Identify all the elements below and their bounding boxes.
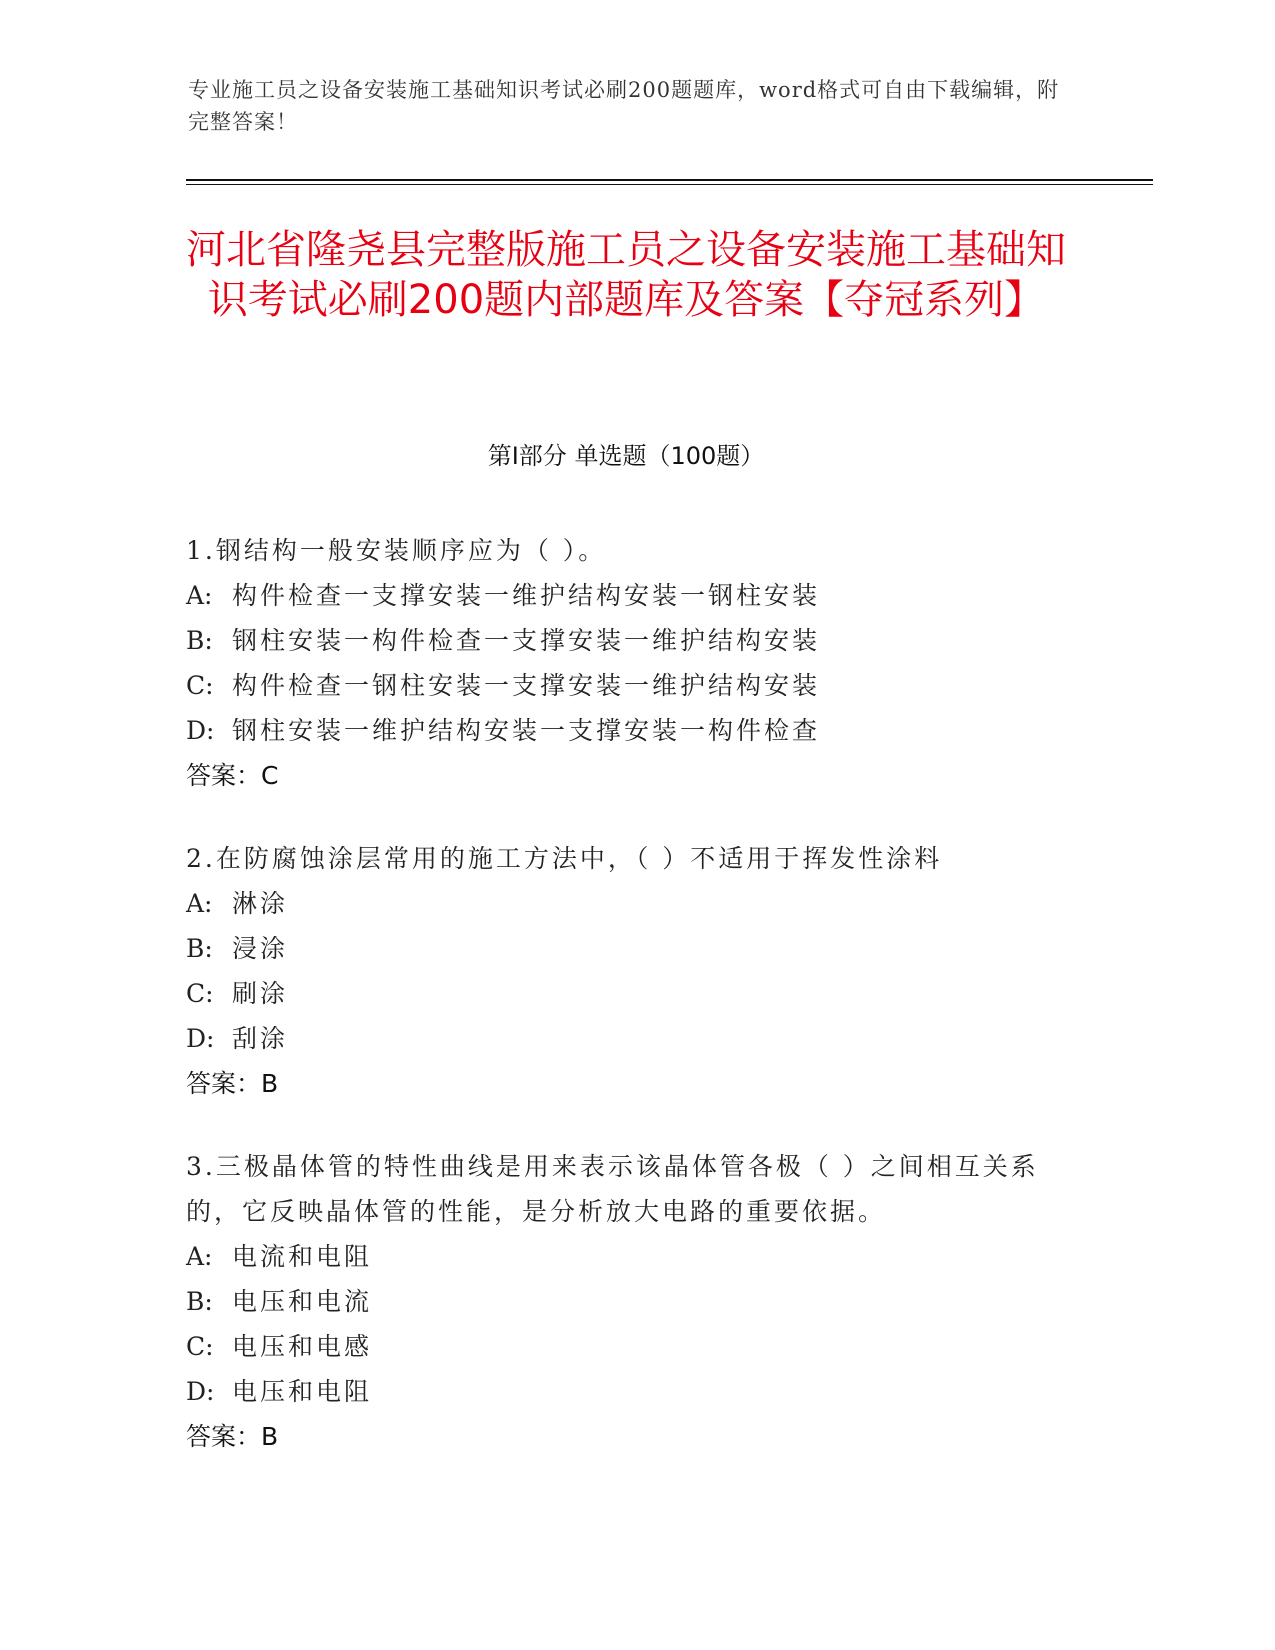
option-text: 电压和电阻 [232, 1377, 373, 1406]
question-1 [186, 528, 1086, 798]
header-note: 专业施工员之设备安装施工基础知识考试必刷200题题库，word格式可自由下载编辑，附完整答案！ [188, 78, 1060, 134]
option-text: 电压和电流 [232, 1287, 373, 1316]
option-letter: C: [186, 1332, 214, 1361]
option-text: 钢柱安装一构件检查一支撑安装一维护结构安装 [232, 626, 821, 655]
option-text: 钢柱安装一维护结构安装一支撑安装一构件检查 [232, 716, 821, 745]
option-b [186, 1279, 1086, 1324]
option-text: 浸涂 [232, 934, 289, 963]
option-a [186, 1234, 1086, 1279]
question-stem: 3.三极晶体管的特性曲线是用来表示该晶体管各极（ ）之间相互关系的，它反映晶体管的性能，是分析放大电路的重要依据。 [186, 1152, 1039, 1226]
option-d [186, 1016, 1086, 1061]
option-a [186, 573, 1086, 618]
section-title: 第Ⅰ部分 单选题（100题） [487, 442, 765, 470]
option-text: 构件检查一钢柱安装一支撑安装一维护结构安装 [232, 671, 821, 700]
option-letter: A: [186, 1242, 213, 1271]
option-c [186, 663, 1086, 708]
question-stem: 1.钢结构一般安装顺序应为（ ）。 [186, 536, 607, 565]
option-d [186, 1369, 1086, 1414]
option-letter: D: [186, 1024, 215, 1053]
answer: 答案：C [186, 761, 279, 790]
option-text: 刷涂 [232, 979, 289, 1008]
question-list [186, 528, 1086, 1497]
option-text: 淋涂 [232, 889, 289, 918]
answer: 答案：B [186, 1069, 279, 1098]
option-letter: A: [186, 889, 213, 918]
option-letter: A: [186, 581, 213, 610]
document-title: 河北省隆尧县完整版施工员之设备安装施工基础知识考试必刷200题内部题库及答案【夺冠系列】 [186, 227, 1066, 323]
header-divider-thin [186, 184, 1153, 185]
option-text: 构件检查一支撑安装一维护结构安装一钢柱安装 [232, 581, 821, 610]
option-text: 电压和电感 [232, 1332, 373, 1361]
option-c [186, 1324, 1086, 1369]
option-letter: D: [186, 1377, 215, 1406]
question-stem: 2.在防腐蚀涂层常用的施工方法中，（ ）不适用于挥发性涂料 [186, 844, 943, 873]
question-3 [186, 1144, 1086, 1459]
option-text: 刮涂 [232, 1024, 289, 1053]
question-2 [186, 836, 1086, 1106]
option-letter: B: [186, 1287, 213, 1316]
option-b [186, 926, 1086, 971]
option-c [186, 971, 1086, 1016]
option-letter: D: [186, 716, 215, 745]
option-a [186, 881, 1086, 926]
option-b [186, 618, 1086, 663]
answer: 答案：B [186, 1422, 279, 1451]
option-letter: C: [186, 979, 214, 1008]
option-text: 电流和电阻 [232, 1242, 373, 1271]
option-letter: B: [186, 626, 213, 655]
option-letter: C: [186, 671, 214, 700]
header-divider-thick [186, 179, 1153, 181]
option-letter: B: [186, 934, 213, 963]
option-d [186, 708, 1086, 753]
